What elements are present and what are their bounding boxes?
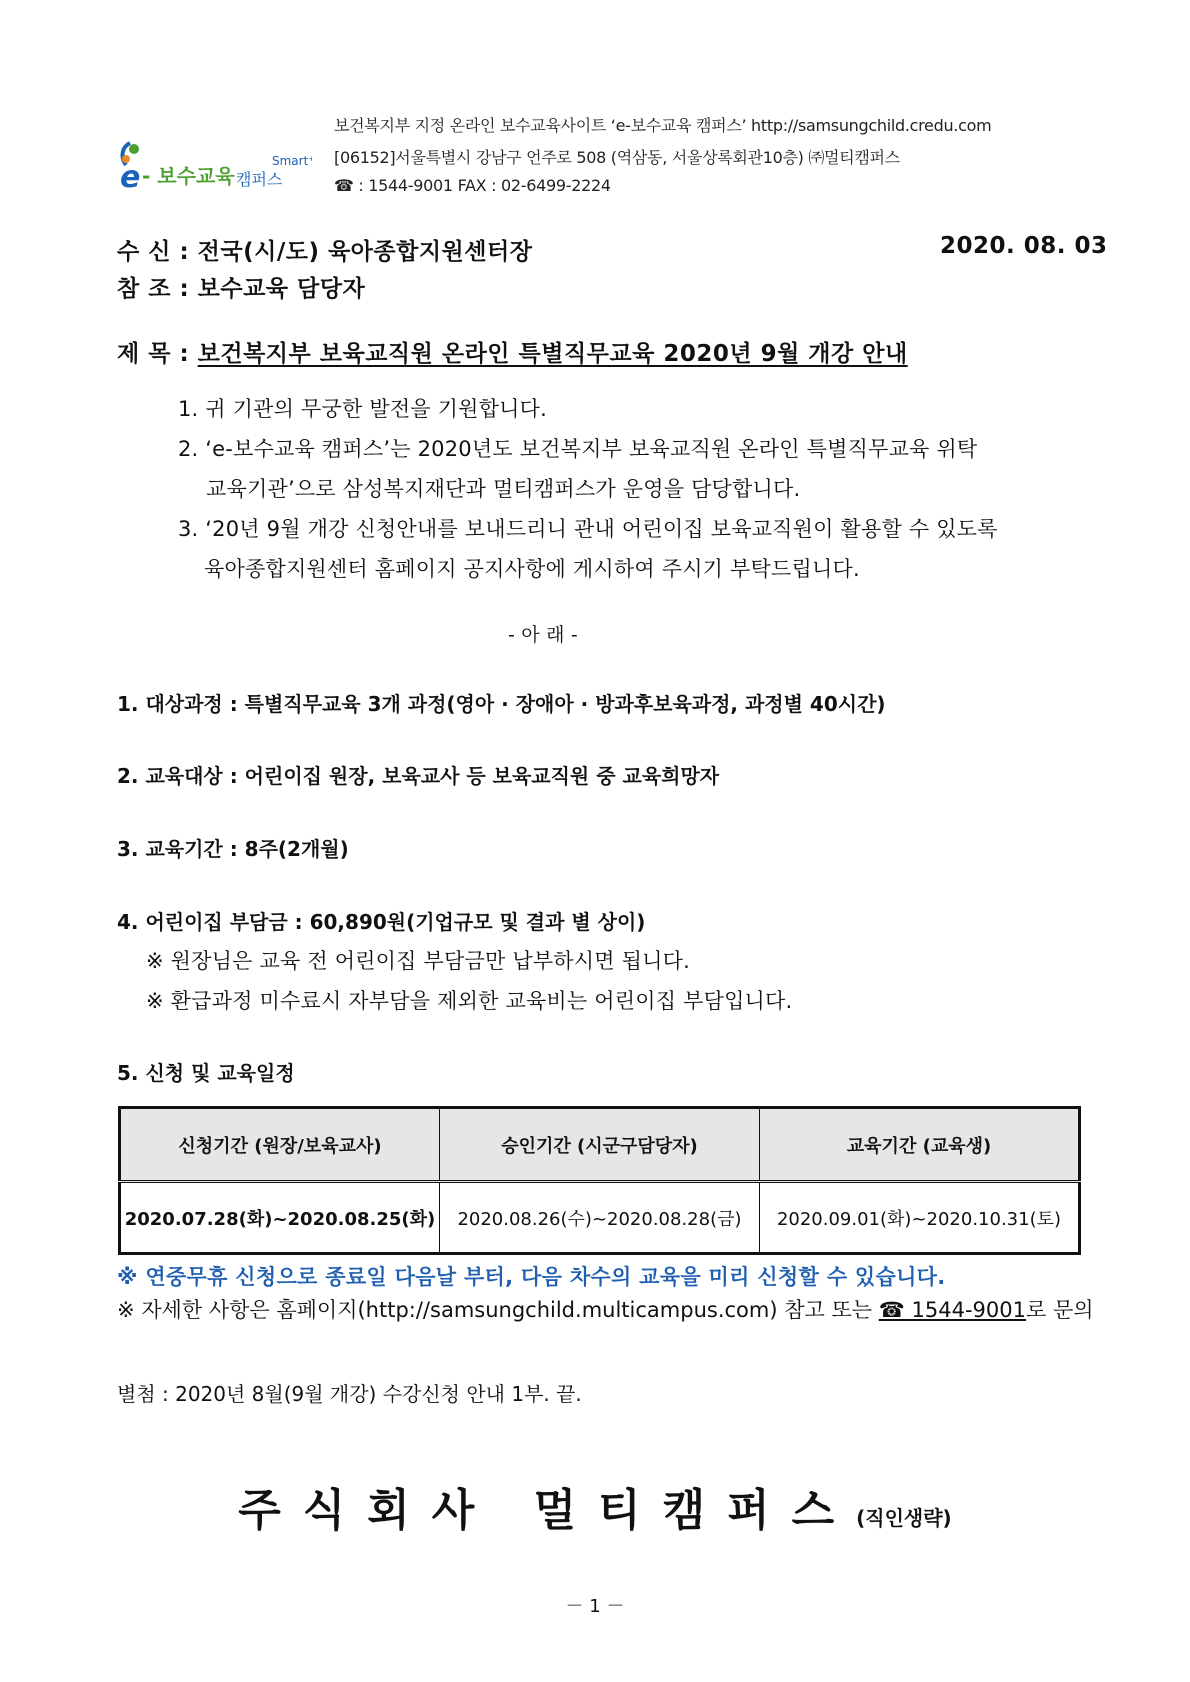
svg-text:Smart⁺: Smart⁺ bbox=[272, 154, 312, 168]
subject: 보건복지부 보육교직원 온라인 특별직무교육 2020년 9월 개강 안내 bbox=[197, 341, 908, 367]
intro-item-2b: 교육기관’으로 삼성복지재단과 멀티캠퍼스가 운영을 담당합니다. bbox=[206, 477, 801, 501]
section-1: 1. 대상과정 : 특별직무교육 3개 과정(영아 · 장애아 · 방과후보육과정, 과정별 40시간) bbox=[117, 692, 886, 716]
subject-label: 제 목 : bbox=[117, 341, 198, 367]
svg-text:캠퍼스: 캠퍼스 bbox=[236, 170, 283, 189]
reference-text: ※ 자세한 사항은 홈페이지(http://samsungchild.multicampus.com) 참고 또는 bbox=[117, 1298, 879, 1322]
company-title: 주식회사 멀티캠퍼스 bbox=[238, 1485, 857, 1536]
table-cell: 2020.08.26(수)~2020.08.28(금) bbox=[440, 1182, 760, 1254]
document-date: 2020. 08. 03 bbox=[940, 233, 1108, 259]
svg-text:- 보수교육: - 보수교육 bbox=[142, 164, 235, 188]
section-3: 3. 교육기간 : 8주(2개월) bbox=[117, 837, 349, 861]
schedule-table bbox=[118, 1106, 1081, 1255]
table-header: 신청기간 (원장/보육교사) bbox=[120, 1108, 440, 1182]
header-line-2: [06152]서울특별시 강남구 언주로 508 (역삼동, 서울상록회관10층) ㈜멀티캠퍼스 bbox=[334, 148, 900, 167]
campus-logo bbox=[112, 135, 312, 203]
recipient: 수 신 : 전국(시/도) 육아종합지원센터장 bbox=[117, 239, 533, 265]
table-header-row bbox=[120, 1108, 1080, 1182]
notice-text: ※ 연중무휴 신청으로 종료일 다음날 부터, 다음 차수의 교육을 미리 신청할 수 있습니다. bbox=[117, 1265, 946, 1289]
section-4-note-1: ※ 원장님은 교육 전 어린이집 부담금만 납부하시면 됩니다. bbox=[146, 949, 690, 973]
header-line-3: ☎ : 1544-9001 FAX : 02-6499-2224 bbox=[334, 176, 611, 195]
company-name bbox=[0, 1474, 1190, 1538]
section-4: 4. 어린이집 부담금 : 60,890원(기업규모 및 결과 별 상이) bbox=[117, 910, 646, 934]
subject-line bbox=[117, 335, 908, 368]
section-5: 5. 신청 및 교육일정 bbox=[117, 1061, 295, 1085]
table-cell: 2020.07.28(화)~2020.08.25(화) bbox=[120, 1182, 440, 1254]
table-row bbox=[120, 1182, 1080, 1254]
table-header: 교육기간 (교육생) bbox=[760, 1108, 1080, 1182]
reference-suffix: 로 문의 bbox=[1026, 1298, 1094, 1322]
intro-item-1: 1. 귀 기관의 무궁한 발전을 기원합니다. bbox=[178, 397, 547, 421]
reference: 참 조 : 보수교육 담당자 bbox=[117, 276, 366, 302]
page-number: － 1 － bbox=[565, 1596, 625, 1617]
reference-line bbox=[117, 1294, 1094, 1324]
svg-text:e: e bbox=[120, 160, 141, 195]
below-label: - 아 래 - bbox=[508, 624, 578, 646]
seal-note: (직인생략) bbox=[856, 1506, 952, 1530]
attachment-note: 별첨 : 2020년 8월(9월 개강) 수강신청 안내 1부. 끝. bbox=[117, 1382, 582, 1406]
intro-item-3b: 육아종합지원센터 홈페이지 공지사항에 게시하여 주시기 부탁드립니다. bbox=[204, 557, 860, 581]
table-header: 승인기간 (시군구담당자) bbox=[440, 1108, 760, 1182]
phone-link[interactable]: ☎ 1544-9001 bbox=[878, 1298, 1027, 1322]
section-2: 2. 교육대상 : 어린이집 원장, 보육교사 등 보육교직원 중 교육희망자 bbox=[117, 764, 720, 788]
intro-item-3a: 3. ‘20년 9월 개강 신청안내를 보내드리니 관내 어린이집 보육교직원이 활용할 수 있도록 bbox=[178, 517, 998, 541]
header-line-1: 보건복지부 지정 온라인 보수교육사이트 ‘e-보수교육 캠퍼스’ http://samsungchild.credu.com bbox=[334, 116, 992, 135]
intro-item-2a: 2. ‘e-보수교육 캠퍼스’는 2020년도 보건복지부 보육교직원 온라인 특별직무교육 위탁 bbox=[178, 437, 978, 461]
table-cell: 2020.09.01(화)~2020.10.31(토) bbox=[760, 1182, 1080, 1254]
section-4-note-2: ※ 환급과정 미수료시 자부담을 제외한 교육비는 어린이집 부담입니다. bbox=[146, 989, 793, 1013]
logo-mark bbox=[112, 135, 312, 203]
